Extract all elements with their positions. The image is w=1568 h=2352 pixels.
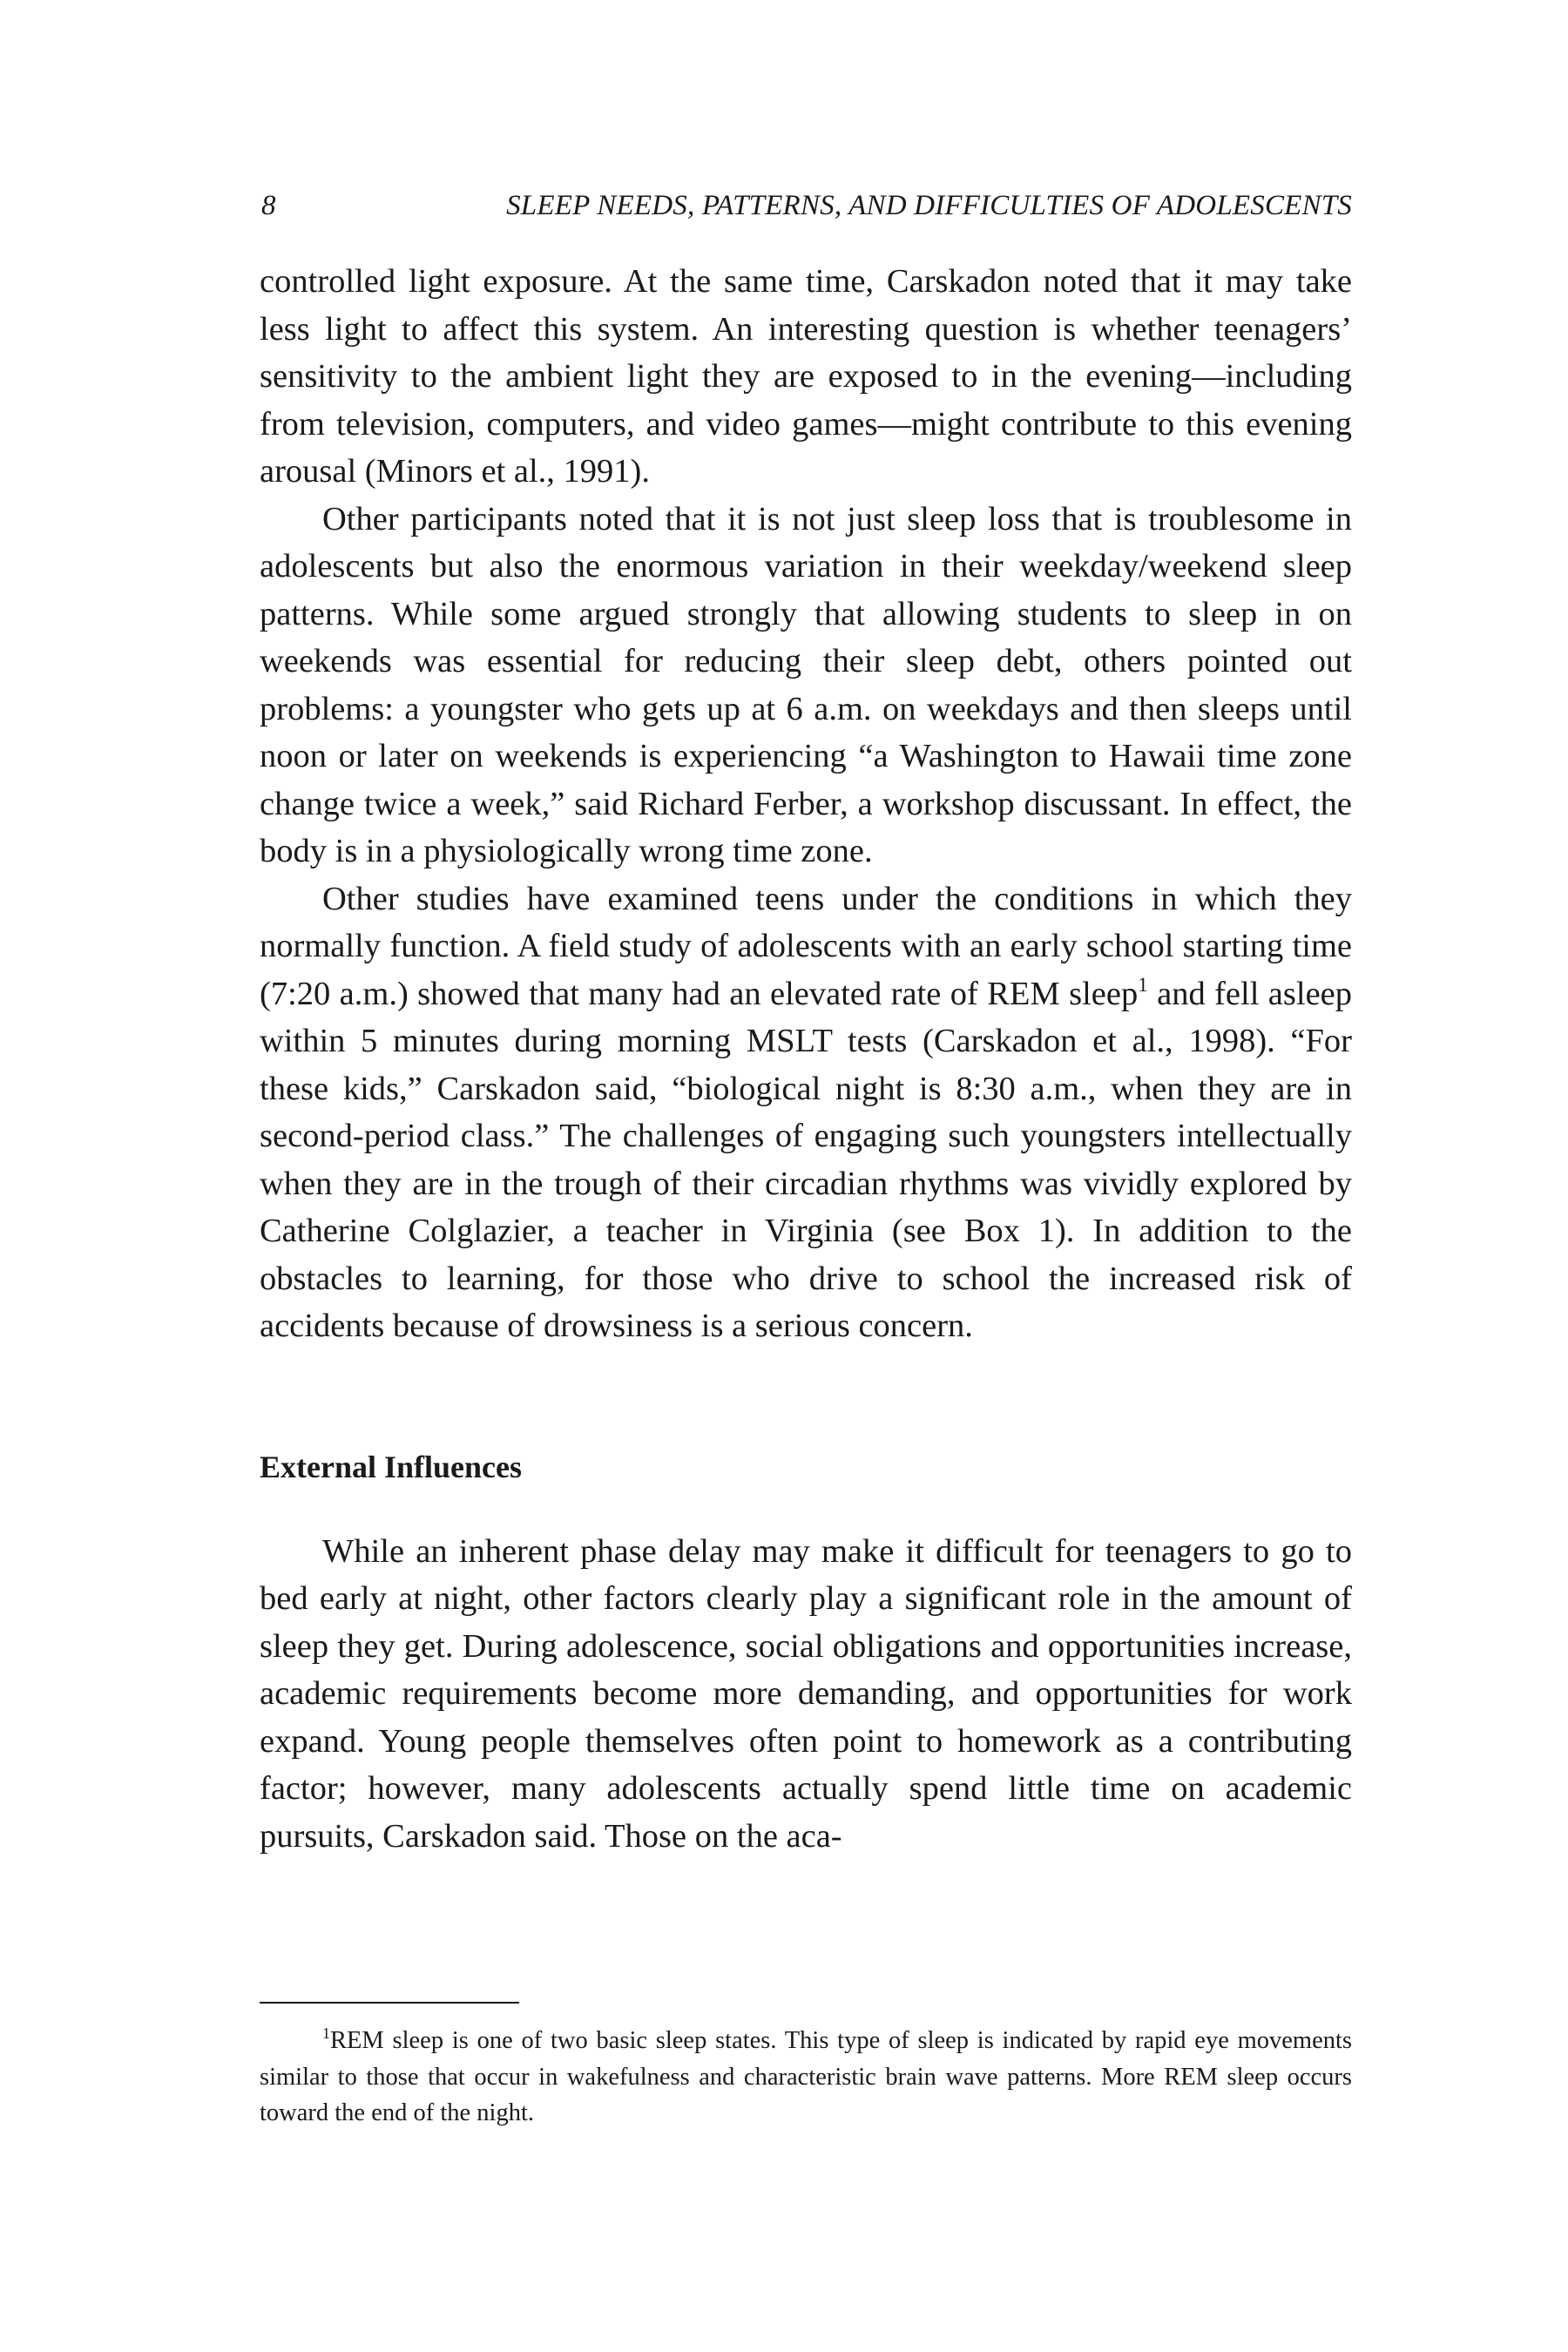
paragraph-field-study xyxy=(260,875,1352,1350)
paragraph-weekend-variation: Other participants noted that it is not just sleep loss that is troublesome in adolescents but also the enormous variation in their weekday/weekend sleep patterns. While some argued strongly that allowing students to sleep in on weekends was essential for reducing their sleep debt, others pointed out problems: a youngster who gets up at 6 a.m. on weekdays and then sleeps until noon or later on weekends is experiencing “a Washington to Hawaii time zone change twice a week,” said Richard Ferber, a workshop discussant. In effect, the body is in a physiologically wrong time zone. xyxy=(260,500,1352,869)
page-number: 8 xyxy=(261,190,276,221)
body-text xyxy=(260,258,1352,1860)
document-page xyxy=(260,0,1352,2352)
running-title: SLEEP NEEDS, PATTERNS, AND DIFFICULTIES OF ADOLESCENTS xyxy=(506,190,1352,221)
paragraph-external-influences: While an inherent phase delay may make it difficult for teenagers to go to bed early at night, other factors clearly play a significant role in the amount of sleep they get. During adolescence, social obligations and opportunities increase, academic requirements become more demanding, and opportunities for work expand. Young people themselves often point to homework as a contributing factor; however, many adolescents actually spend little time on academic pursuits, Carskadon said. Those on the aca- xyxy=(260,1532,1352,1855)
section-heading: External Influences xyxy=(260,1449,522,1484)
field-study-text-after-note: and fell asleep within 5 minutes during morning MSLT tests (Carskadon et al., 1998). “For these kids,” Carskadon said, “biological night is 8:30 a.m., when they are in second-period class.” The challenges of engaging such youngsters intellectually when they are in the trough of their circadian rhythms was vividly explored by Catherine Colglazier, a teacher in Virginia (see Box 1). In addition to the obstacles to learning, for those who drive to school the increased risk of accidents because of drowsiness is a serious concern. xyxy=(260,975,1353,1344)
footnote-text: REM sleep is one of two basic sleep states. This type of sleep is indicated by rapid eye movements similar to those that occur in wakefulness and characteristic brain wave patterns. More REM sleep occurs toward the end of the night. xyxy=(260,2027,1352,2126)
field-study-text-before-note: Other studies have examined teens under the conditions in which they normally function. A field study of adolescents with an early school starting time (7:20 a.m.) showed that many had an elevated rate of REM sleep xyxy=(260,880,1352,1012)
running-head xyxy=(260,183,1352,228)
footnote-divider xyxy=(260,2002,519,2004)
footnote xyxy=(260,2023,1352,2132)
paragraph-continued: controlled light exposure. At the same time, Carskadon noted that it may take less light to affect this system. An interesting question is whether teenagers’ sensitivity to the ambient light they are exposed to in the evening—including from television, computers, and video games—might contribute to this evening arousal (Minors et al., 1991). xyxy=(260,263,1352,490)
footnote-marker: 1 xyxy=(322,2024,330,2042)
footnote-reference: 1 xyxy=(1138,973,1148,996)
